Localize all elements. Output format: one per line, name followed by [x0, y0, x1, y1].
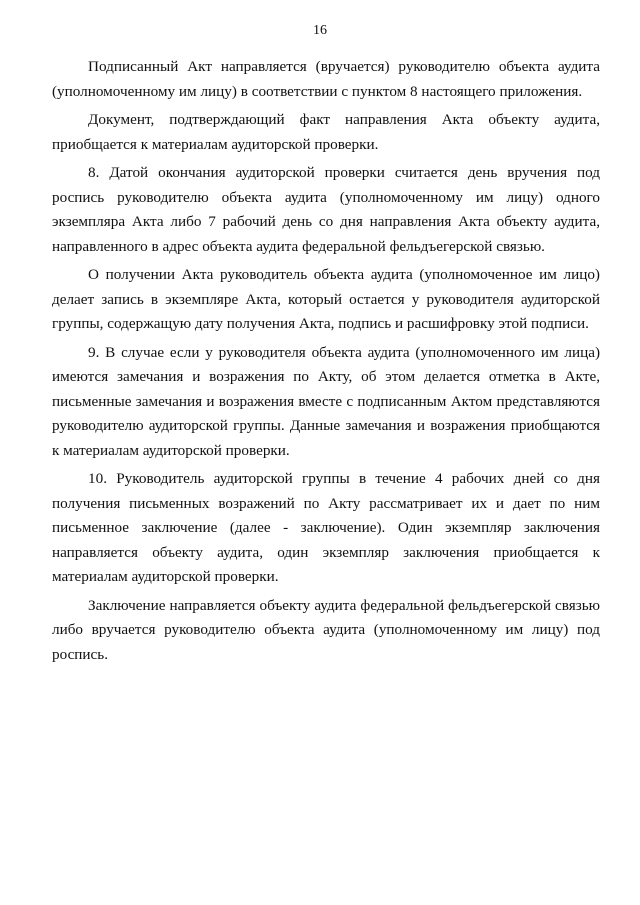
paragraph-receipt-record: О получении Акта руководитель объекта аудита (уполномоченное им лицо) делает запись в экземпляре Акта, который остается у руководителя аудиторской группы, содержащую дату получения Акта, подпись и расшифровку этой подписи. [52, 266, 600, 332]
page-number: 16 [313, 23, 327, 38]
document-body [52, 55, 600, 671]
paragraph-item-9: 9. В случае если у руководителя объекта аудита (уполномоченного им лица) имеются замечания и возражения по Акту, об этом делается отметка в Акте, письменные замечания и возражения вместе с подписанным Актом представляются руководителю аудиторской группы. Данные замечания и возражения приобщаются к материалам аудиторской проверки. [52, 343, 600, 459]
paragraph-conclusion-delivery: Заключение направляется объекту аудита федеральной фельдъегерской связью либо вручается руководителю объекта аудита (уполномоченному им лицу) под роспись. [52, 596, 600, 663]
paragraph-act-delivery: Подписанный Акт направляется (вручается) руководителю объекта аудита (уполномоченному им лицу) в соответствии с пунктом 8 настоящего приложения. [52, 58, 600, 100]
paragraph-delivery-confirmation: Документ, подтверждающий факт направления Акта объекту аудита, приобщается к материалам аудиторской проверки. [52, 111, 600, 153]
paragraph-item-8: 8. Датой окончания аудиторской проверки считается день вручения под роспись руководителю объекта аудита (уполномоченному им лицу) одного экземпляра Акта либо 7 рабочий день со дня направления Акта объекту аудита, направленного в адрес объекта аудита федеральной фельдъегерской связью. [52, 164, 600, 255]
paragraph-item-10: 10. Руководитель аудиторской группы в течение 4 рабочих дней со дня получения письменных возражений по Акту рассматривает их и дает по ним письменное заключение (далее - заключение). Один экземпляр заключения направляется объекту аудита, один экземпляр заключения приобщается к материалам аудиторской проверки. [52, 470, 600, 585]
